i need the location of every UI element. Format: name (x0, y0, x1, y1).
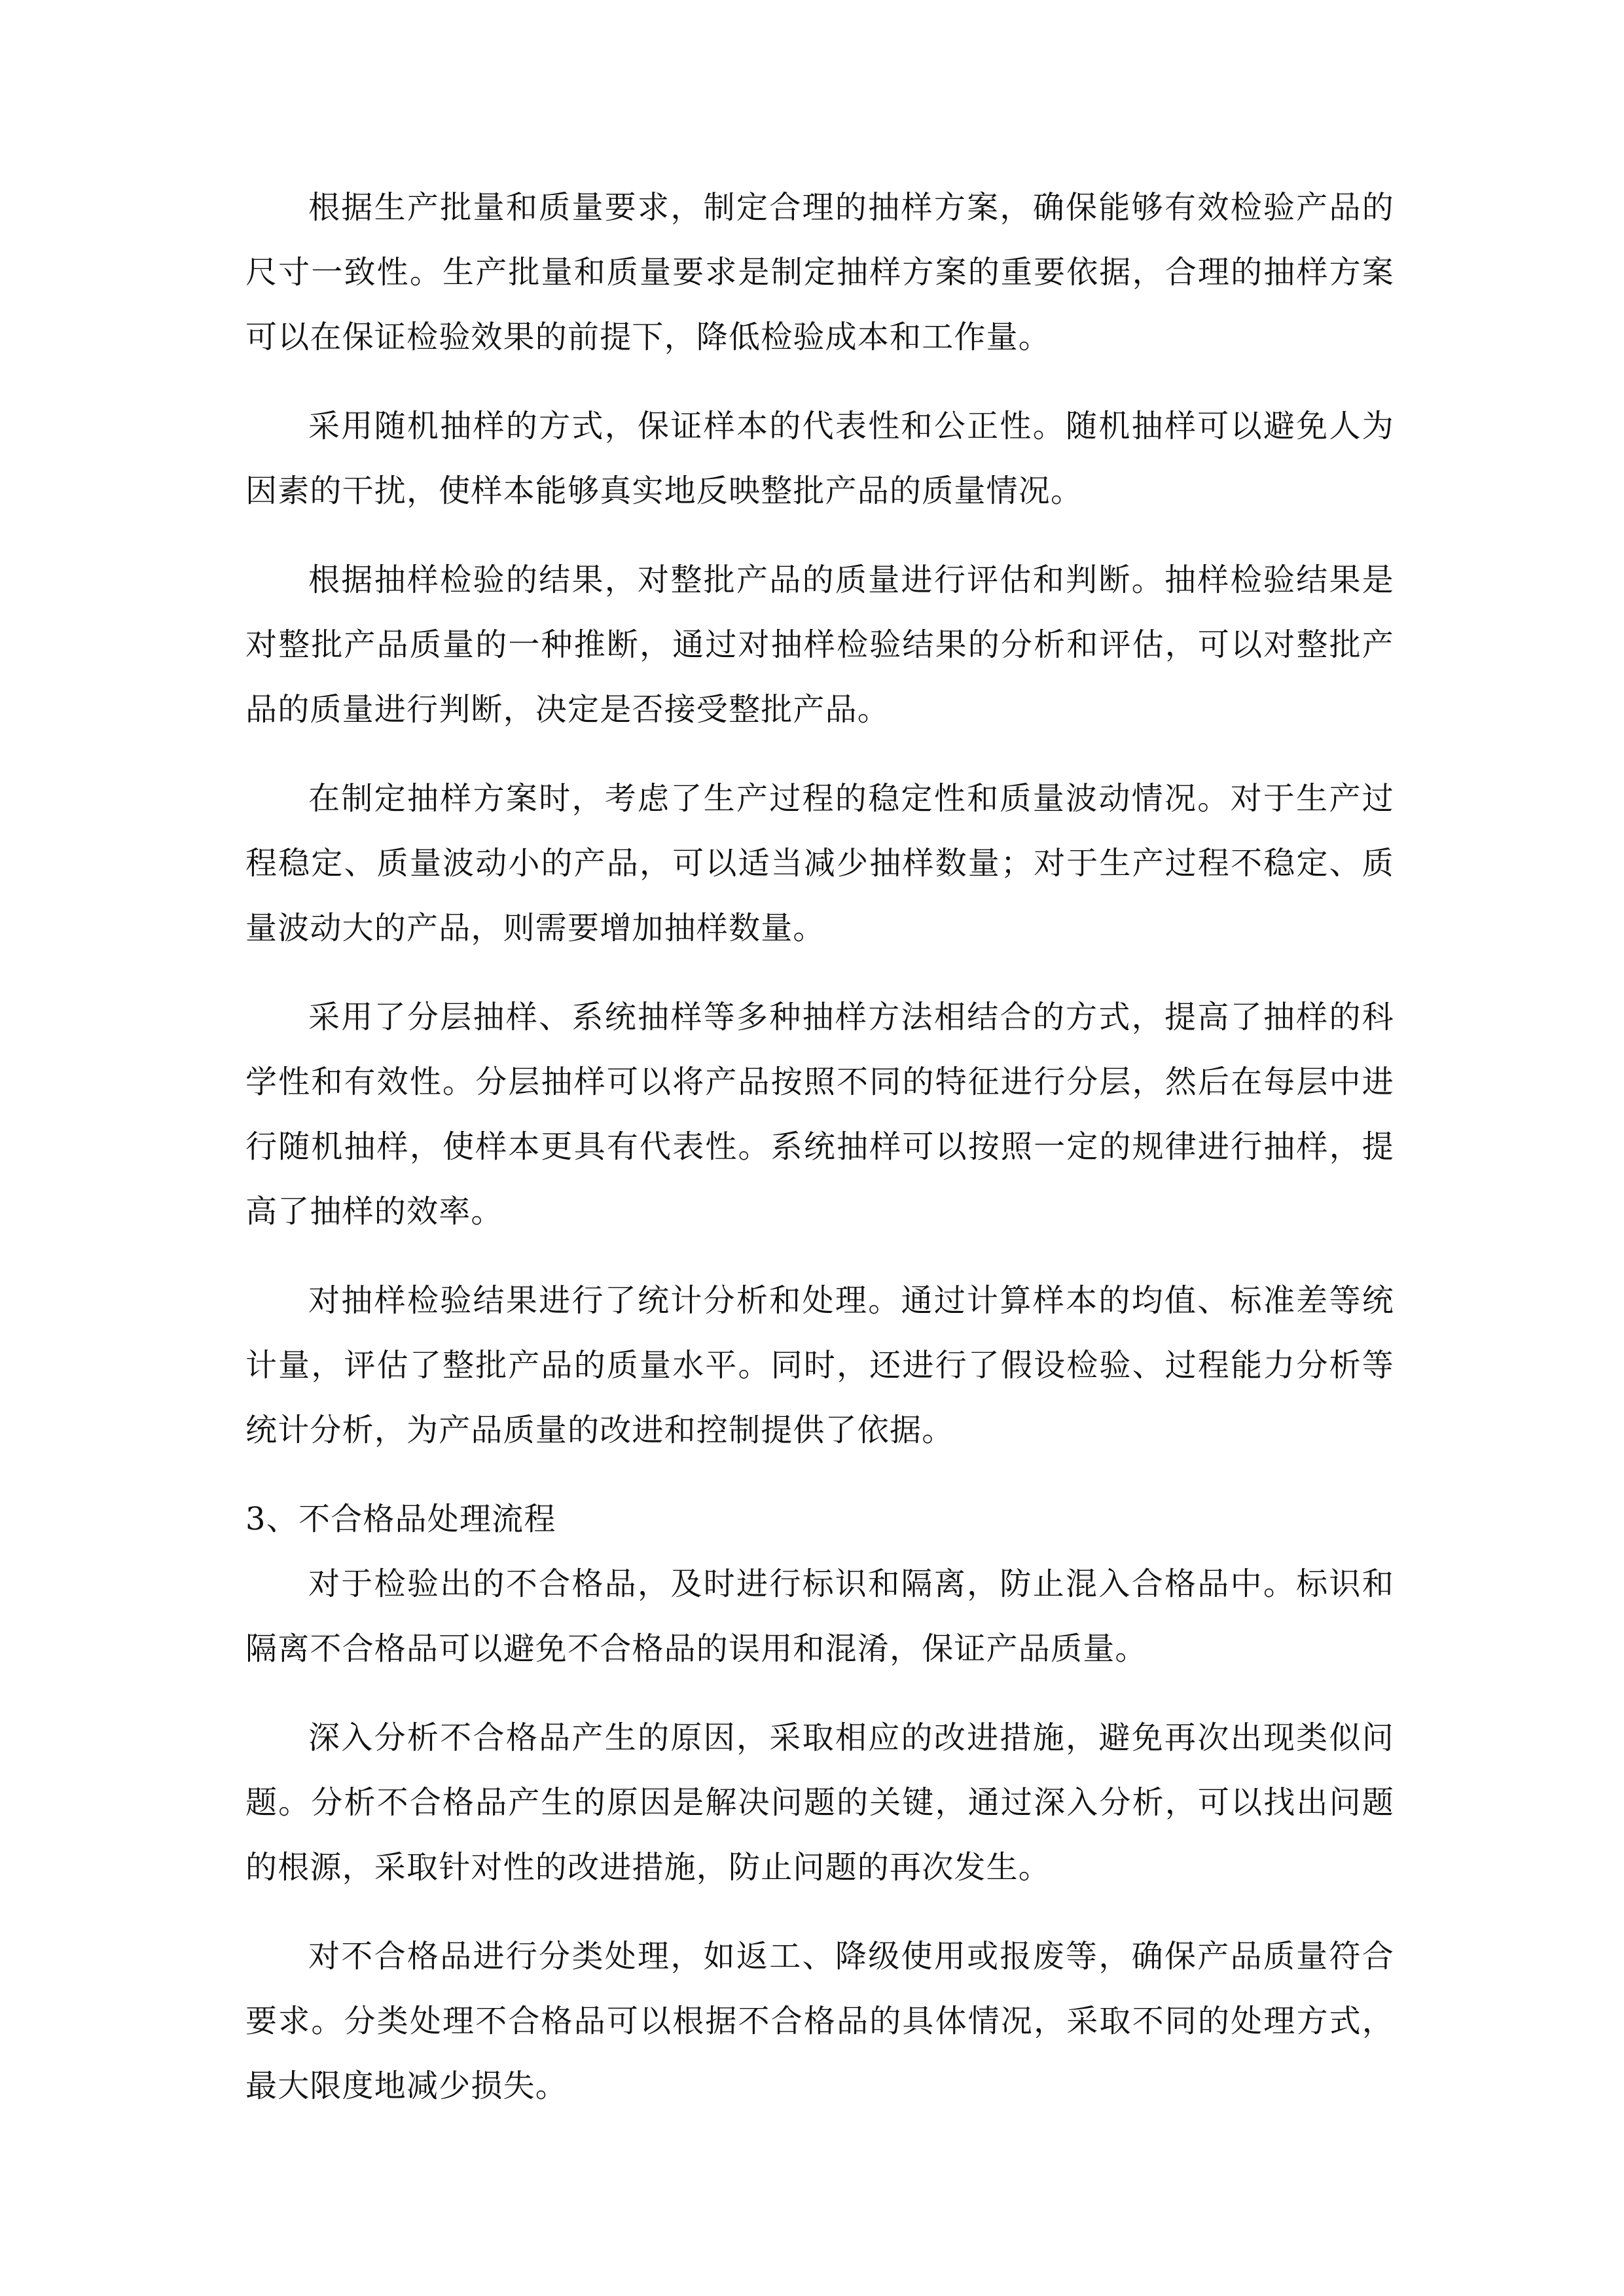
paragraph-classification: 对不合格品进行分类处理，如返工、降级使用或报废等，确保产品质量符合要求。分类处理不合格品可以根据不合格品的具体情况，采取不同的处理方式，最大限度地减少损失。 (245, 1938, 1394, 2104)
paragraph-root-cause: 深入分析不合格品产生的原因，采取相应的改进措施，避免再次出现类似问题。分析不合格品产生的原因是解决问题的关键，通过深入分析，可以找出问题的根源，采取针对性的改进措施，防止问题的再次发生。 (245, 1719, 1394, 1886)
paragraph-stratified-sampling: 采用了分层抽样、系统抽样等多种抽样方法相结合的方式，提高了抽样的科学性和有效性。分层抽样可以将产品按照不同的特征进行分层，然后在每层中进行随机抽样，使样本更具有代表性。系统抽样可以按照一定的规律进行抽样，提高了抽样的效率。 (245, 999, 1394, 1230)
paragraph-process-stability: 在制定抽样方案时，考虑了生产过程的稳定性和质量波动情况。对于生产过程稳定、质量波动小的产品，可以适当减少抽样数量；对于生产过程不稳定、质量波动大的产品，则需要增加抽样数量。 (245, 780, 1394, 946)
paragraph-sampling-plan: 根据生产批量和质量要求，制定合理的抽样方案，确保能够有效检验产品的尺寸一致性。生产批量和质量要求是制定抽样方案的重要依据，合理的抽样方案可以在保证检验效果的前提下，降低检验成本和工作量。 (245, 189, 1394, 355)
paragraph-statistical-analysis: 对抽样检验结果进行了统计分析和处理。通过计算样本的均值、标准差等统计量，评估了整批产品的质量水平。同时，还进行了假设检验、过程能力分析等统计分析，为产品质量的改进和控制提供了依据。 (245, 1282, 1394, 1448)
paragraph-evaluation: 根据抽样检验的结果，对整批产品的质量进行评估和判断。抽样检验结果是对整批产品质量的一种推断，通过对抽样检验结果的分析和评估，可以对整批产品的质量进行判断，决定是否接受整批产品。 (245, 562, 1394, 728)
section-heading: 3、不合格品处理流程 (245, 1501, 556, 1537)
paragraph-random-sampling: 采用随机抽样的方式，保证样本的代表性和公正性。随机抽样可以避免人为因素的干扰，使样本能够真实地反映整批产品的质量情况。 (245, 408, 1394, 509)
paragraph-identify-isolate: 对于检验出的不合格品，及时进行标识和隔离，防止混入合格品中。标识和隔离不合格品可以避免不合格品的误用和混淆，保证产品质量。 (245, 1566, 1394, 1667)
document-page (245, 175, 1394, 2204)
